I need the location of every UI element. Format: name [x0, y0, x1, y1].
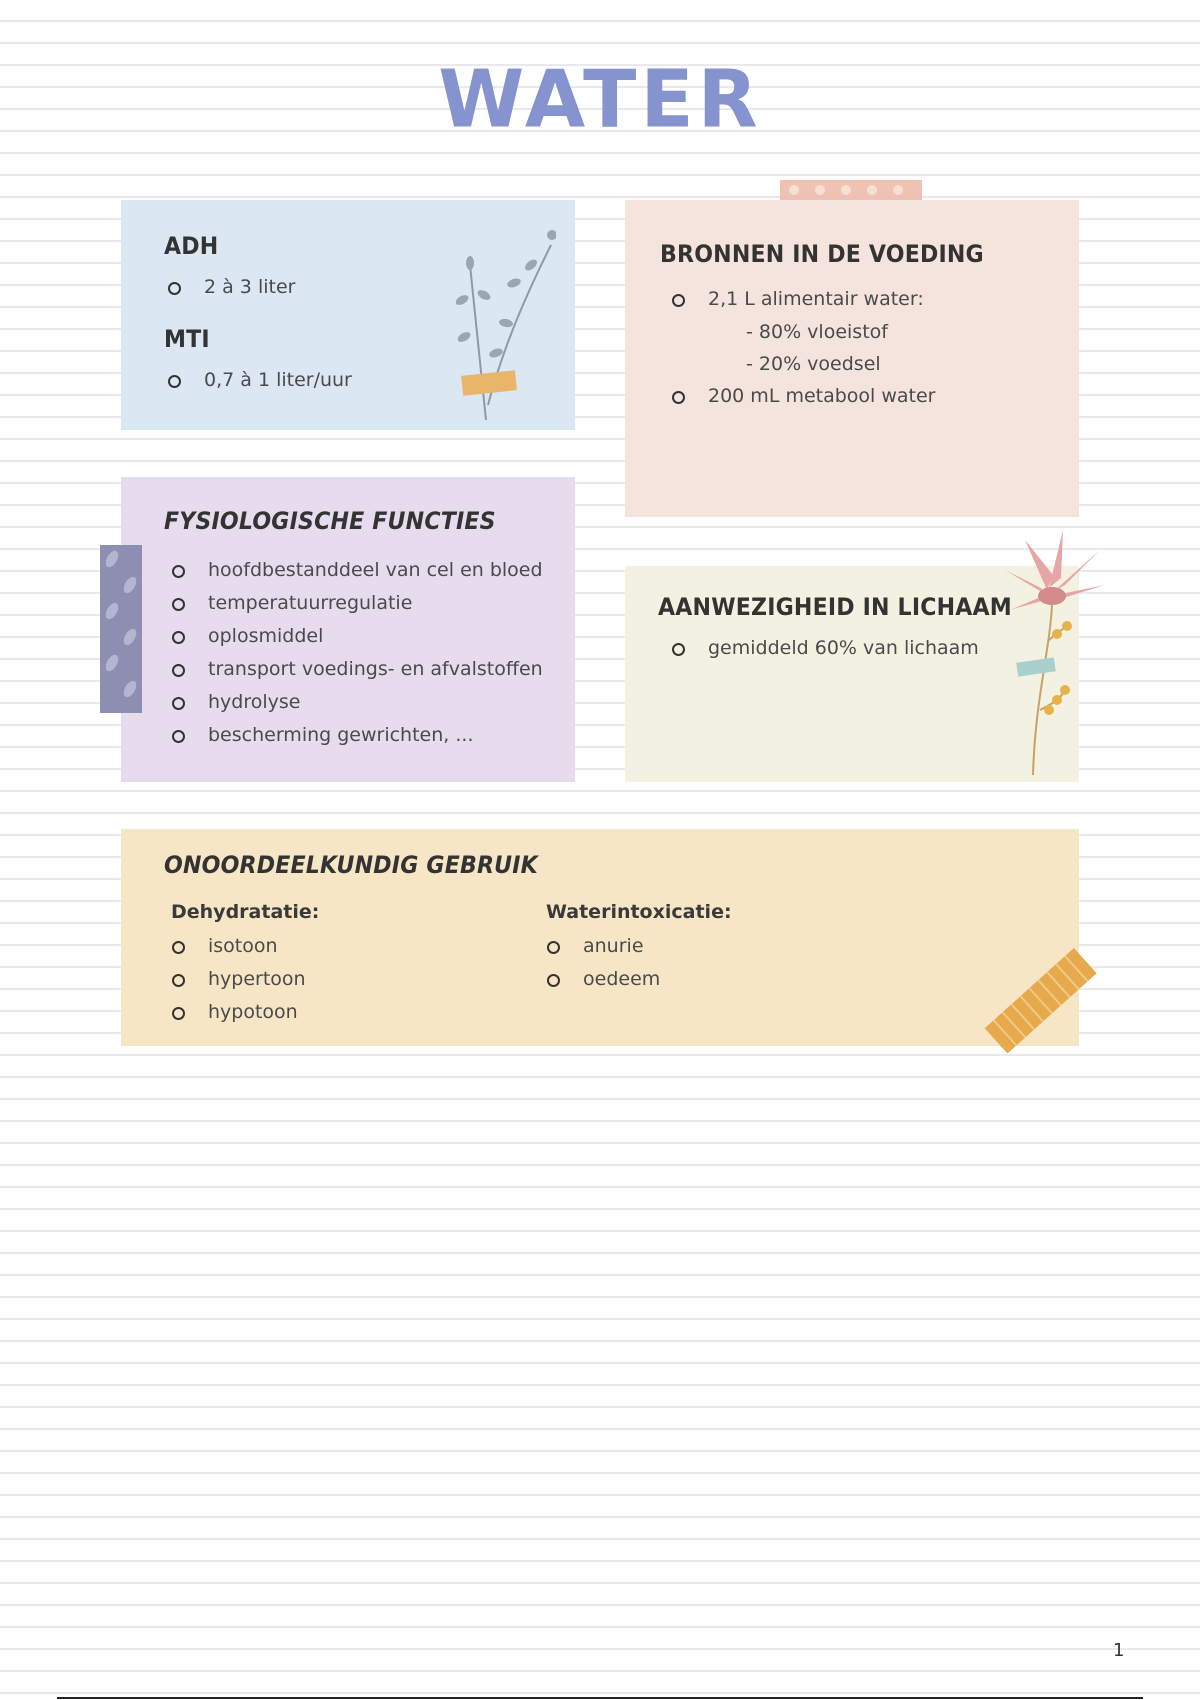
list-item: [665, 283, 936, 380]
sub-list-item: - 80% vloeistof: [708, 316, 936, 348]
list-item: anurie: [540, 930, 660, 963]
page-number: 1: [1113, 1640, 1125, 1661]
onoord-card: [121, 829, 1079, 1046]
list-item: hydrolyse: [165, 686, 543, 719]
list-item: hoofdbestanddeel van cel en bloed: [165, 554, 543, 587]
list-item-label: 2,1 L alimentair water:: [708, 288, 924, 310]
bronnen-card: [625, 200, 1079, 517]
list-item: 2 à 3 liter: [161, 271, 295, 304]
footer-divider: [57, 1697, 1143, 1699]
fysio-card: [121, 477, 575, 782]
dehydratatie-heading: Dehydratatie:: [171, 901, 320, 923]
fysio-heading: FYSIOLOGISCHE FUNCTIES: [164, 507, 496, 535]
aanw-heading: AANWEZIGHEID IN LICHAAM: [658, 593, 1012, 621]
adh-list: [161, 271, 295, 304]
onoord-heading: ONOORDEELKUNDIG GEBRUIK: [164, 851, 538, 879]
pink-flower-icon: [1005, 530, 1105, 780]
list-item: gemiddeld 60% van lichaam: [665, 632, 979, 665]
waterintoxicatie-list: [540, 930, 660, 996]
list-item: 200 mL metabool water: [665, 380, 936, 413]
mti-list: [161, 364, 352, 397]
mti-heading: MTI: [164, 325, 210, 353]
page-title: WATER: [438, 54, 762, 146]
bronnen-list: [665, 283, 936, 413]
waterintoxicatie-heading: Waterintoxicatie:: [546, 901, 732, 923]
sub-list-item: - 20% voedsel: [708, 348, 936, 380]
list-item: hypertoon: [165, 963, 306, 996]
list-item: bescherming gewrichten, ...: [165, 719, 543, 752]
fysio-list: [165, 554, 543, 752]
bronnen-heading: BRONNEN IN DE VOEDING: [660, 240, 984, 268]
washi-tape-purple-icon: [100, 545, 142, 713]
branch-sprig-icon: [456, 225, 556, 425]
adh-card: [121, 200, 575, 430]
aanw-list: [665, 632, 979, 665]
sub-list: [708, 316, 936, 380]
dehydratatie-list: [165, 930, 306, 1029]
list-item: oedeem: [540, 963, 660, 996]
list-item: isotoon: [165, 930, 306, 963]
list-item: oplosmiddel: [165, 620, 543, 653]
list-item: 0,7 à 1 liter/uur: [161, 364, 352, 397]
list-item: hypotoon: [165, 996, 306, 1029]
list-item: transport voedings- en afvalstoffen: [165, 653, 543, 686]
washi-tape-orange-icon: [978, 940, 1103, 1060]
adh-heading: ADH: [164, 232, 219, 260]
list-item: temperatuurregulatie: [165, 587, 543, 620]
